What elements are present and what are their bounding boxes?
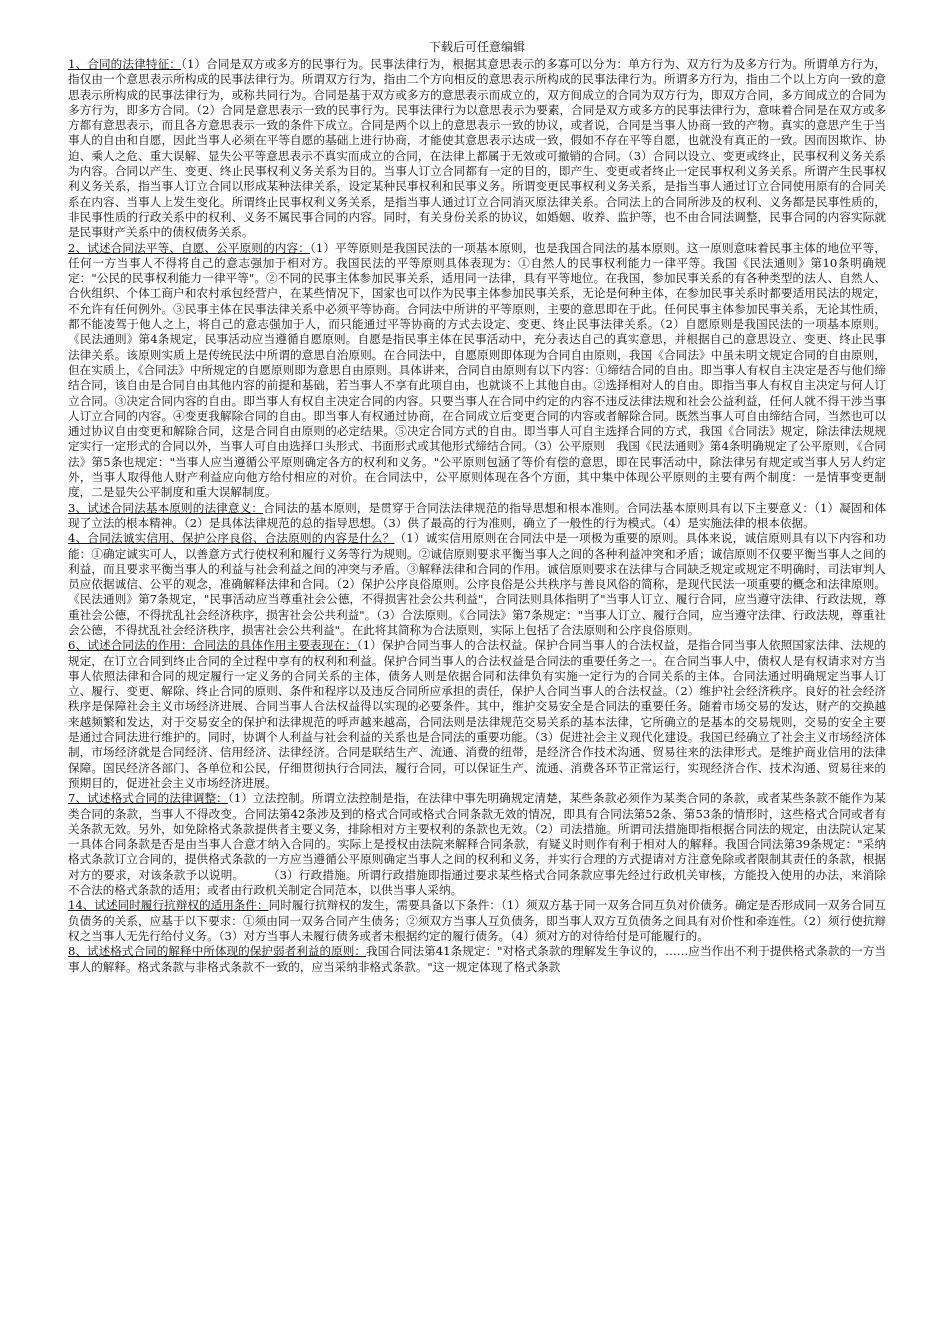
section-equality-principles xyxy=(68,241,886,501)
section-body: （1）合同是双方或多方的民事行为。民事法律行为，根据其意思表示的多寡可以分为：单方行为、双方行为及多方行为。所谓单方行为，指仅由一个意思表示所构成的民事法律行为。所谓双方行为，指由二个方向相反的意思表示所构成的民事法律行为。所谓多方行为，指由二个以上方向一致的意思表示所构成的民事法律行为，或称共同行为。合同是基于双方或多方的意思表示而成立的，双方间成立的合同为双方行为，即双方合同，多方间成立的合同为多方行为，即多方合同。（2）合同是意思表示一致的民事行为。民事法律行为以意思表示为要素，合同是双方或多方的民事法律行为，意味着合同是在双方或多方都有意思表示，而且各方意思表示一致的条件下成立。合同是两个以上的意思表示一致的协议，或者说，合同是当事人协商一致的产物。真实的意思产生于当事人的自由和自愿，因此当事人必须在平等自愿的基础上进行协商，才能使其意思表示达成一致，假如不存在平等自愿，也就没有真正的一致。因而因欺诈、协迫、乘人之危、重大误解、显失公平等意思表示不真实而成立的合同，在法律上都属于无效或可撤销的合同。（3）合同以设立、变更或终止，民事权利义务关系为内容。合同以产生、变更、终止民事权利义务关系为目的。当事人订立合同都有一定的目的，即产生、变更或者终止一定民事权利义务关系。所谓产生民事权利义务关系，指当事人订立合同以形成某种法律关系，设定某种民事权利和民事义务。所谓变更民事权利义务关系，是指当事人通过订立合同使用原有的合同关系在内容、当事人上发生变化。所谓终止民事权利义务关系，是指当事人通过订立合同消灭原法律关系。合同法上的合同所涉及的权利、义务都是民事性质的，非民事性质的行政关系中的权利、义务不属民事合同的内容。同时，有关身份关系的协议，如婚姻、收养、监护等，也不由合同法调整，民事合同的内容实际就是民事财产关系中的债权债务关系。 xyxy=(68,57,886,240)
section-body: 合同法的基本原则，是贯穿于合同法法律规范的指导思想和根本准则。合同法基本原则具有以下主要意义：（1）凝固和体现了立法的根本精神。（2）是具体法律规范的总的指导思想。（3）供了最高的行为准则，确立了一般性的行为模式。（4）是实施法律的根本依据。 xyxy=(68,500,886,530)
section-heading: 8、试述格式合同的解释中所体现的保护弱者利益的原则： xyxy=(68,944,367,959)
section-heading: 6、试述合同法的作用：合同法的具体作用主要表现在： xyxy=(68,638,357,653)
section-heading: 2、试述合同法平等、自愿、公平原则的内容： xyxy=(68,240,310,255)
section-good-faith xyxy=(68,531,886,638)
section-body: （1）保护合同当事人的合法权益。保护合同当事人的合法权益，是指合同当事人依照国家法律、法规的规定，在订立合同到终止合同的全过程中享有的权利和利益。保护合同当事人的合法权益是合同法的重要任务之一。在合同当事人中，债权人是有权请求对方当事人依照法律和合同的规定履行一定义务的合同关系的主体，债务人则是依据合同和法律负有实施一定行为的合同关系的主体。合同法通过明确规定当事人订立、履行、变更、解除、终止合同的原则、条件和程序以及违反合同所应承担的责任，保护人合同当事人的合法权益。（2）维护社会经济秩序。良好的社会经济秩序是保障社会主义市场经济进展、合同当事人合法权益得以实现的必要条件。其中，维护交易安全是合同法的重要任务。随着市场交易的发达，财产的交换越来越频繁和发达，对于交易安全的保护和法律规范的呼声越来越高，合同法则是法律规范交易关系的基本法律，它所确立的是基本的交易规则，交易的安全主要是通过合同法进行维护的。同时，协调个人利益与社会利益的关系也是合同法的重要功能。（3）促进社会主义现代化建设。我国已经确立了社会主义市场经济体制，市场经济就是合同经济、信用经济、法律经济。合同是联结生产、流通、消费的纽带，是经济合作技术沟通、贸易往来的法律形式。是维护商业信用的法律保障。国民经济各部门、各单位和公民，仔细贯彻执行合同法，履行合同，可以保证生产、流通、消费各环节正常运行，实现经济合作、技术沟通、贸易往来的预期目的，促进社会主义市场经济进展。 xyxy=(68,638,886,790)
section-defense-right xyxy=(68,898,886,944)
section-legal-features xyxy=(68,57,886,241)
section-body: 同时履行抗辩权的发生，需要具备以下条件：（1）须双方基于同一双务合同互负对价债务。确定是否形成同一双务合同互负债务的关系，应基于以下要求：①须由同一双务合同产生债务；②须双方当事人互负债务，即当事人双方互负债务之间具有对价性和牵连性。（2）须行使抗辩权之当事人无先行给付义务。（3）对方当事人未履行债务或者未根据约定的履行债务。（4）须对方的对待给付是可能履行的。 xyxy=(68,898,886,943)
page-header: 下载后可任意编辑 xyxy=(428,40,525,54)
section-weak-party-protection xyxy=(68,944,886,975)
section-body: （1）平等原则是我国民法的一项基本原则，也是我国合同法的基本原则。这一原则意味着民事主体的地位平等，任何一方当事人不得将自己的意志强加于相对方。我国民法的平等原则具体表现为：①自然人的民事权利能力一律平等。我国《民法通则》第10条明确规定："公民的民事权利能力一律平等"。②不同的民事主体参加民事关系，适用同一法律，具有平等地位。在我国，参加民事关系的有各种类型的法人、自然人、合伙组织、个体工商户和农村承包经营户，在某些情况下，国家也可以作为民事主体参加民事关系，无论是何种主体，在参加民事关系时都要适用民法的规定，不允许有任何例外。③民事主体在民事法律关系中必须平等协商。合同法中所讲的平等原则，主要的意思即在于此。任何民事主体参加民事关系，无论其性质，都不能凌驾于他人之上，将自己的意志强加于人，而只能通过平等协商的方式去设定、变更、终止民事法律关系。（2）自愿原则是我国民法的一项基本原则。《民法通则》第4条规定，民事活动应当遵循自愿原则。自愿是指民事主体在民事活动中，充分表达自己的真实意思，并根据自己的意思设立、变更、终止民事法律关系。该原则实质上是传统民法中所谓的意思自治原则。在合同法中，自愿原则即体现为合同自由原则，我国《合同法》中虽未明文规定合同的自由原则，但在实质上，《合同法》中所规定的自愿原则即为意思自由原则。具体讲来，合同自由原则有以下内容：①缔结合同的自由。即当事人有权自主决定是否与他们缔结合同，该自由是合同自由其他内容的前提和基础，若当事人不享有此项自由，也就谈不上其他自由。②选择相对人的自由。即指当事人有权自主决定与何人订立合同。③决定合同内容的自由。即当事人有权自主决定合同的内容。只要当事人在合同中约定的内容不违反法律法规和社会公益利益，任何人就不得干涉当事人订立合同的内容。④变更我解除合同的自由。即当事人有权通过协商，在合同成立后变更合同的内容或者解除合同。既然当事人可自由缔结合同，当然也可以通过协议自由变更和解除合同，这是合同自由原则的必定结果。⑤决定合同方式的自由。即当事人可自主选择合同的方式，我国《合同法》规定，除法律法规规定实行一定形式的合同以外，当事人可自由选择口头形式、书面形式或其他形式缔结合同。（3）公平原则 我国《民法通则》第4条明确规定了公平原则，《合同法》第5条也规定："当事人应当遵循公平原则确定各方的权利和义务。"公平原则包涵了等价有偿的意思，即在民事活动中，除法律另有规定或当事人另人约定外，当事人取得他人财产利益应向他方给付相应的对价。在合同法中，公平原则体现在各个方面，其中集中体现公平原则的主要有两个制度：一是情事变更制度，二是显失公平制度和重大误解制度。 xyxy=(68,240,886,500)
section-heading: 14、试述同时履行抗辩权的适用条件： xyxy=(68,898,269,913)
section-heading: 1、合同的法律特征： xyxy=(68,57,182,71)
section-contract-law-role xyxy=(68,638,886,791)
section-standard-contracts xyxy=(68,791,886,898)
section-heading: 3、试述合同法基本原则的法律意义： xyxy=(68,500,264,515)
section-heading: 7、试述格式合同的法律调整： xyxy=(68,791,228,806)
section-body: （1）诚实信用原则在合同法中是一项极为重要的原则。具体来说，诚信原则具有以下内容和功能：①确定诚实可人，以善意方式行使权利和履行义务等行为规则。②诚信原则要求平衡当事人之间的各种利益冲突和矛盾；诚信原则不仅要平衡当事人之间的利益，而且要求平衡当事人的利益与社会利益之间的冲突与矛盾。③解释法律和合同的作用。诚信原则要求在法律与合同缺乏规定或规定不明确时，司法审判人员应依据诚信、公平的观念，准确解释法律和合同。（2）保护公序良俗原则。公序良俗是公共秩序与善良风俗的简称，是现代民法一项重要的概念和法律原则。《民法通则》第7条规定，"民事活动应当尊重社会公德，不得损害社会公共利益"，合同法则具体指明了"当事人订立、履行合同，应当遵守法律、行政法规，尊重社会公德，不得扰乱社会经济秩序，损害社会公共利益"。（3）合法原则。《合同法》第7条规定："当事人订立、履行合同，应当遵守法律、行政法规，尊重社会公德，不得扰乱社会经济秩序，损害社会公共利益"。在此将其简称为合法原则，实际上包括了合法原则和公序良俗原则。 xyxy=(68,531,886,637)
section-legal-significance xyxy=(68,501,886,532)
section-body: 我国合同法第41条规定："对格式条款的理解发生争议的，……应当作出不利于提供格式条款的一方当事人的解释。格式条款与非格式条款不一致的，应当采纳非格式条款。"这一规定体现了格式条款 xyxy=(68,944,886,974)
section-heading: 4、合同法诚实信用、保护公序良俗、合法原则的内容是什么？ xyxy=(68,531,395,546)
section-body: （1）立法控制。所谓立法控制是指，在法律中事先明确规定清楚，某些条款必须作为某类合同的条款，或者某些条款不能作为某类合同的条款，当事人不得改变。合同法第42条涉及到的格式合同或格式合同条款无效的情况，即具有合同法第52条、第53条的情形时，这些格式合同或者有关条款无效。另外，如免除格式条款提供者主要义务，排除相对方主要权利的条款也无效。（2）司法措施。所谓司法措施即指根据合同法的规定，由法院认定某一具体合同条款是否是由当事人合意才纳入合同的。实际上是授权由法院来解释合同条款，有疑义时则作有利于相对人的解释。我国合同法第39条规定："采纳格式条款订立合同的，提供格式条款的一方应当遵循公平原则确定当事人之间的权利和义务，并实行合理的方式提请对方注意免除或者限制其责任的条款，根据对方的要求，对该条款予以说明。 （3）行政措施。所谓行政措施即指通过要求某些格式合同条款应事先经过行政机关审核，方能投入使用的办法，来消除不合法的格式条款的适用；或者由行政机关制定合同范本，以供当事人采纳。 xyxy=(68,791,886,898)
